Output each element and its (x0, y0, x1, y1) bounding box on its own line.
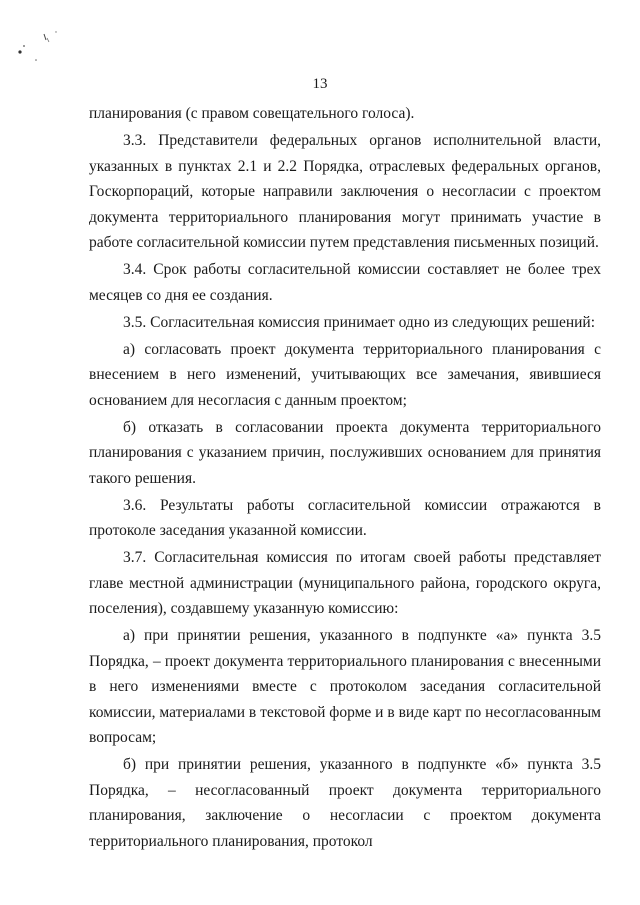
paragraph-continuation: планирования (с правом совещательного голоса). (89, 105, 415, 122)
paragraph-3-5-b: б) отказать в согласовании проекта документа территориального планирования с указанием причин, послуживших основанием для принятия такого решения. (89, 418, 601, 487)
paragraph-3-6: 3.6. Результаты работы согласительной комиссии отражаются в протоколе заседания указанной комиссии. (89, 496, 601, 539)
paragraph-3-7-a: а) при принятии решения, указанного в подпункте «а» пункта 3.5 Порядка, – проект документа территориального планирования с внесенными в него изменениями вместе с протоколом заседания согласительной комиссии, материалами в текстовой форме и в виде карт по несогласованным вопросам; (89, 627, 601, 746)
document-body (89, 101, 601, 854)
paragraph-3-4: 3.4. Срок работы согласительной комиссии составляет не более трех месяцев со дня ее создания. (89, 261, 601, 304)
scan-artifact-marks (14, 20, 74, 70)
paragraph-3-5-a: а) согласовать проект документа территориального планирования с внесением в него изменений, учитывающих все замечания, явившиеся основанием для несогласия с данным проектом; (89, 340, 601, 409)
paragraph-3-7: 3.7. Согласительная комиссия по итогам своей работы представляет главе местной администрации (муниципального района, городского округа, поселения), создавшему указанную комиссию: (89, 549, 601, 617)
page-number: 13 (312, 76, 328, 92)
paragraph-3-7-b: б) при принятии решения, указанного в подпункте «б» пункта 3.5 Порядка, – несогласованный проект документа территориального планирования, заключение о несогласии с проектом документа территориального планирования, протокол (89, 756, 601, 850)
paragraph-3-3: 3.3. Представители федеральных органов исполнительной власти, указанных в пунктах 2.1 и 2.2 Порядка, отраслевых федеральных органов, Госкорпораций, которые направили заключения о несогласии с проектом документа территориального планирования могут принимать участие в работе согласительной комиссии путем представления письменных позиций. (89, 132, 601, 251)
paragraph-3-5: 3.5. Согласительная комиссия принимает одно из следующих решений: (123, 313, 596, 331)
